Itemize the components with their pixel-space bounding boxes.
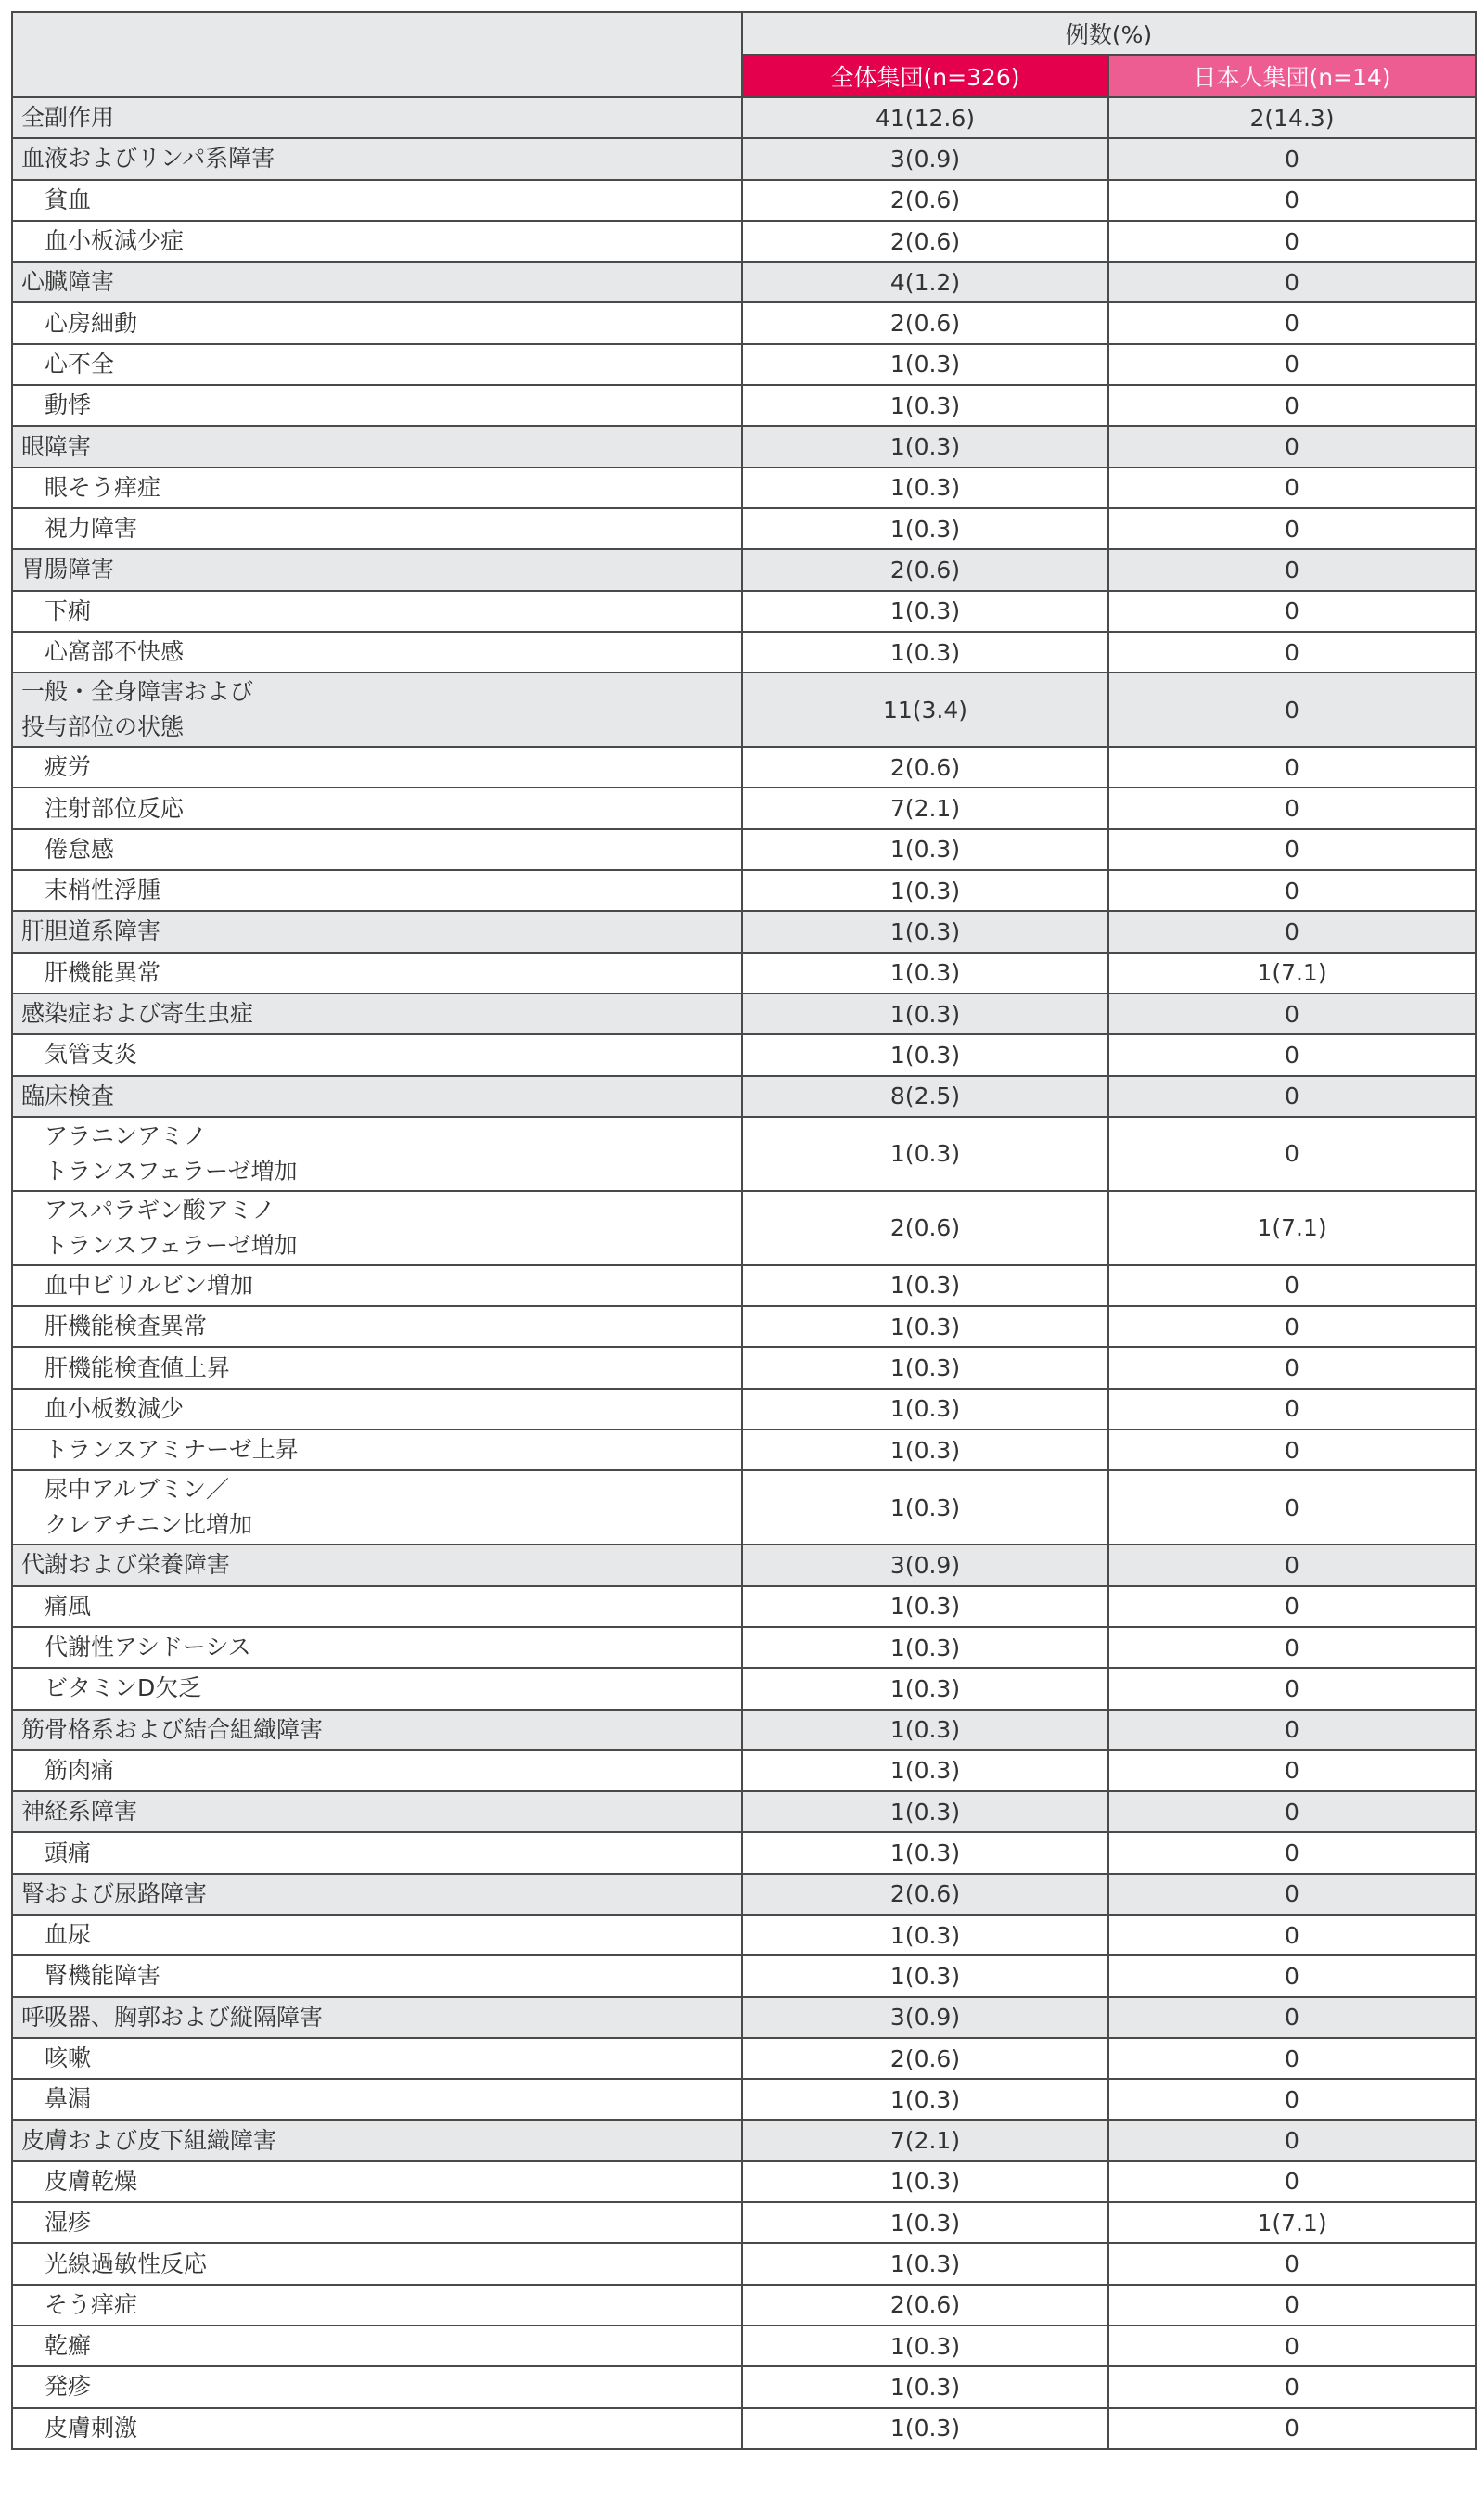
value-all-population: 7(2.1) bbox=[742, 788, 1108, 828]
value-japanese-population: 0 bbox=[1108, 302, 1476, 343]
value-all-population: 3(0.9) bbox=[742, 138, 1108, 179]
value-all-population: 1(0.3) bbox=[742, 508, 1108, 549]
value-japanese-population: 0 bbox=[1108, 1997, 1476, 2038]
row-name bbox=[12, 1832, 742, 1873]
row-name-line: 心臓障害 bbox=[21, 268, 115, 296]
row-name-line: 一般・全身障害および bbox=[21, 678, 254, 706]
category-row bbox=[12, 673, 1476, 747]
row-name-line: 腎機能障害 bbox=[45, 1962, 161, 1990]
value-all-population: 1(0.3) bbox=[742, 993, 1108, 1034]
category-row bbox=[12, 993, 1476, 1034]
row-name bbox=[12, 1347, 742, 1388]
table-row bbox=[12, 180, 1476, 221]
value-japanese-population: 0 bbox=[1108, 180, 1476, 221]
row-name-line: トランスアミナーゼ上昇 bbox=[45, 1436, 299, 1464]
value-all-population: 1(0.3) bbox=[742, 2243, 1108, 2284]
value-japanese-population: 0 bbox=[1108, 468, 1476, 508]
value-japanese-population: 0 bbox=[1108, 2366, 1476, 2407]
value-japanese-population: 2(14.3) bbox=[1108, 97, 1476, 138]
value-all-population: 1(0.3) bbox=[742, 2366, 1108, 2407]
value-all-population: 1(0.3) bbox=[742, 1347, 1108, 1388]
category-row bbox=[12, 1544, 1476, 1585]
table-row bbox=[12, 2408, 1476, 2449]
table-row bbox=[12, 1347, 1476, 1388]
row-name-line: 肝機能検査値上昇 bbox=[45, 1353, 231, 1381]
row-name-line: 血尿 bbox=[45, 1921, 92, 1949]
row-name-line: 眼そう痒症 bbox=[45, 473, 161, 501]
row-name bbox=[12, 1791, 742, 1832]
value-all-population: 2(0.6) bbox=[742, 2285, 1108, 2326]
value-all-population: 1(0.3) bbox=[742, 1710, 1108, 1750]
row-name bbox=[12, 1389, 742, 1429]
value-japanese-population: 0 bbox=[1108, 911, 1476, 952]
adverse-reactions-table-wrap bbox=[11, 11, 1475, 2450]
row-name bbox=[12, 385, 742, 426]
row-name-line: 臨床検査 bbox=[21, 1082, 115, 1109]
row-name bbox=[12, 1874, 742, 1915]
value-japanese-population: 0 bbox=[1108, 632, 1476, 673]
row-name bbox=[12, 1750, 742, 1791]
table-row bbox=[12, 829, 1476, 870]
value-japanese-population: 0 bbox=[1108, 385, 1476, 426]
row-name-line: ビタミンD欠乏 bbox=[45, 1674, 202, 1702]
value-all-population: 2(0.6) bbox=[742, 2038, 1108, 2079]
table-row bbox=[12, 1832, 1476, 1873]
value-all-population: 2(0.6) bbox=[742, 180, 1108, 221]
table-row bbox=[12, 1470, 1476, 1544]
row-name bbox=[12, 262, 742, 302]
row-name-line-2: 投与部位の状態 bbox=[21, 713, 185, 741]
category-row bbox=[12, 2120, 1476, 2160]
category-row bbox=[12, 911, 1476, 952]
category-row bbox=[12, 1710, 1476, 1750]
row-name bbox=[12, 2243, 742, 2284]
table-body bbox=[12, 97, 1476, 2449]
row-name bbox=[12, 1997, 742, 2038]
table-row bbox=[12, 1306, 1476, 1347]
row-name-line: 代謝および栄養障害 bbox=[21, 1551, 231, 1579]
table-row bbox=[12, 953, 1476, 993]
table-row bbox=[12, 2285, 1476, 2326]
row-name-line: 視力障害 bbox=[45, 515, 138, 543]
row-name-line: アラニンアミノ bbox=[45, 1121, 208, 1149]
value-japanese-population: 0 bbox=[1108, 1710, 1476, 1750]
value-all-population: 1(0.3) bbox=[742, 1627, 1108, 1668]
row-name bbox=[12, 1668, 742, 1709]
row-name-line: 肝機能検査異常 bbox=[45, 1313, 208, 1340]
value-all-population: 1(0.3) bbox=[742, 1586, 1108, 1627]
row-name bbox=[12, 747, 742, 788]
value-japanese-population: 0 bbox=[1108, 993, 1476, 1034]
table-row bbox=[12, 2326, 1476, 2366]
row-name-line-2: トランスフェラーゼ増加 bbox=[45, 1231, 298, 1259]
value-japanese-population: 0 bbox=[1108, 1791, 1476, 1832]
table-row bbox=[12, 1915, 1476, 1955]
row-name-line: そう痒症 bbox=[45, 2290, 138, 2318]
row-name-line: 乾癬 bbox=[45, 2332, 92, 2360]
row-name bbox=[12, 508, 742, 549]
row-name-line: 感染症および寄生虫症 bbox=[21, 1000, 254, 1028]
row-name-line: 発疹 bbox=[45, 2373, 92, 2401]
value-japanese-population: 0 bbox=[1108, 426, 1476, 467]
row-name bbox=[12, 788, 742, 828]
table-row bbox=[12, 468, 1476, 508]
row-name-line: 鼻漏 bbox=[45, 2085, 92, 2113]
row-name bbox=[12, 1470, 742, 1544]
row-name bbox=[12, 870, 742, 911]
category-row bbox=[12, 97, 1476, 138]
table-row bbox=[12, 632, 1476, 673]
value-all-population: 1(0.3) bbox=[742, 1306, 1108, 1347]
table-row bbox=[12, 2079, 1476, 2120]
row-name-line-2: トランスフェラーゼ増加 bbox=[45, 1157, 298, 1185]
row-name bbox=[12, 1034, 742, 1075]
table-row bbox=[12, 2202, 1476, 2243]
row-name bbox=[12, 1586, 742, 1627]
category-row bbox=[12, 1076, 1476, 1117]
value-japanese-population: 0 bbox=[1108, 1470, 1476, 1544]
row-name-line: 皮膚刺激 bbox=[45, 2414, 138, 2442]
value-japanese-population: 0 bbox=[1108, 1265, 1476, 1306]
row-name-line: 血液およびリンパ系障害 bbox=[21, 145, 275, 173]
row-name bbox=[12, 1627, 742, 1668]
table-row bbox=[12, 2161, 1476, 2202]
value-all-population: 1(0.3) bbox=[742, 1955, 1108, 1996]
row-name bbox=[12, 2408, 742, 2449]
row-name bbox=[12, 180, 742, 221]
value-all-population: 1(0.3) bbox=[742, 911, 1108, 952]
value-japanese-population: 0 bbox=[1108, 2079, 1476, 2120]
adverse-reactions-table bbox=[11, 11, 1477, 2450]
row-name bbox=[12, 632, 742, 673]
row-name-line: 注射部位反応 bbox=[45, 794, 185, 822]
value-japanese-population: 0 bbox=[1108, 1034, 1476, 1075]
row-name bbox=[12, 829, 742, 870]
value-all-population: 1(0.3) bbox=[742, 870, 1108, 911]
category-row bbox=[12, 1874, 1476, 1915]
value-japanese-population: 0 bbox=[1108, 1429, 1476, 1470]
row-name bbox=[12, 1429, 742, 1470]
row-name-line: 血小板数減少 bbox=[45, 1394, 185, 1422]
row-name-line: 肝胆道系障害 bbox=[21, 917, 161, 945]
value-all-population: 1(0.3) bbox=[742, 1034, 1108, 1075]
value-japanese-population: 0 bbox=[1108, 1117, 1476, 1191]
row-name-line: 呼吸器、胸郭および縦隔障害 bbox=[21, 2003, 324, 2031]
value-japanese-population: 0 bbox=[1108, 1668, 1476, 1709]
value-japanese-population: 0 bbox=[1108, 1627, 1476, 1668]
value-japanese-population: 0 bbox=[1108, 788, 1476, 828]
row-name-line: 疲労 bbox=[45, 753, 92, 781]
row-name bbox=[12, 221, 742, 262]
row-name-line: 胃腸障害 bbox=[21, 556, 115, 583]
value-japanese-population: 1(7.1) bbox=[1108, 1191, 1476, 1265]
value-all-population: 1(0.3) bbox=[742, 1265, 1108, 1306]
value-japanese-population: 0 bbox=[1108, 1915, 1476, 1955]
value-japanese-population: 0 bbox=[1108, 1544, 1476, 1585]
table-row bbox=[12, 747, 1476, 788]
row-name bbox=[12, 591, 742, 632]
table-row bbox=[12, 1750, 1476, 1791]
value-all-population: 1(0.3) bbox=[742, 1429, 1108, 1470]
row-name-line: 下痢 bbox=[45, 596, 92, 624]
row-name bbox=[12, 1915, 742, 1955]
value-all-population: 1(0.3) bbox=[742, 1791, 1108, 1832]
value-japanese-population: 0 bbox=[1108, 2285, 1476, 2326]
row-name-line: 眼障害 bbox=[21, 432, 92, 460]
value-all-population: 1(0.3) bbox=[742, 2202, 1108, 2243]
row-name-line: 倦怠感 bbox=[45, 835, 115, 863]
table-row bbox=[12, 1117, 1476, 1191]
row-name-line: 肝機能異常 bbox=[45, 958, 161, 986]
row-name-line: 尿中アルブミン／ bbox=[45, 1476, 230, 1504]
value-all-population: 1(0.3) bbox=[742, 1832, 1108, 1873]
row-name-line-2: クレアチニン比増加 bbox=[45, 1511, 253, 1539]
row-name bbox=[12, 1191, 742, 1265]
value-all-population: 7(2.1) bbox=[742, 2120, 1108, 2160]
category-row bbox=[12, 262, 1476, 302]
value-japanese-population: 0 bbox=[1108, 870, 1476, 911]
value-japanese-population: 0 bbox=[1108, 1389, 1476, 1429]
row-name bbox=[12, 1117, 742, 1191]
value-japanese-population: 0 bbox=[1108, 591, 1476, 632]
row-name bbox=[12, 953, 742, 993]
value-all-population: 3(0.9) bbox=[742, 1997, 1108, 2038]
row-name-line: 湿疹 bbox=[45, 2209, 92, 2236]
value-all-population: 1(0.3) bbox=[742, 1117, 1108, 1191]
row-name-line: 光線過敏性反応 bbox=[45, 2249, 208, 2277]
table-row bbox=[12, 1429, 1476, 1470]
category-row bbox=[12, 549, 1476, 590]
value-all-population: 1(0.3) bbox=[742, 426, 1108, 467]
table-row bbox=[12, 1586, 1476, 1627]
value-all-population: 3(0.9) bbox=[742, 1544, 1108, 1585]
value-japanese-population: 0 bbox=[1108, 262, 1476, 302]
table-row bbox=[12, 1034, 1476, 1075]
row-name bbox=[12, 468, 742, 508]
row-name bbox=[12, 993, 742, 1034]
table-row bbox=[12, 1389, 1476, 1429]
row-name bbox=[12, 1544, 742, 1585]
row-name-line: 代謝性アシドーシス bbox=[45, 1634, 251, 1661]
row-name bbox=[12, 2079, 742, 2120]
value-all-population: 11(3.4) bbox=[742, 673, 1108, 747]
value-japanese-population: 0 bbox=[1108, 2120, 1476, 2160]
value-all-population: 1(0.3) bbox=[742, 2161, 1108, 2202]
value-japanese-population: 0 bbox=[1108, 1750, 1476, 1791]
category-row bbox=[12, 1997, 1476, 2038]
table-row bbox=[12, 1955, 1476, 1996]
row-name bbox=[12, 2285, 742, 2326]
value-japanese-population: 0 bbox=[1108, 1076, 1476, 1117]
row-name bbox=[12, 911, 742, 952]
value-japanese-population: 0 bbox=[1108, 549, 1476, 590]
row-name bbox=[12, 138, 742, 179]
row-name bbox=[12, 97, 742, 138]
row-name-line: 皮膚および皮下組織障害 bbox=[21, 2126, 277, 2154]
row-name bbox=[12, 549, 742, 590]
category-row bbox=[12, 1791, 1476, 1832]
value-all-population: 1(0.3) bbox=[742, 1389, 1108, 1429]
row-name bbox=[12, 302, 742, 343]
row-name-line: 筋肉痛 bbox=[45, 1756, 115, 1784]
row-name bbox=[12, 426, 742, 467]
value-all-population: 1(0.3) bbox=[742, 2326, 1108, 2366]
value-japanese-population: 1(7.1) bbox=[1108, 2202, 1476, 2243]
row-name-line: 心房細動 bbox=[45, 309, 138, 337]
value-japanese-population: 0 bbox=[1108, 829, 1476, 870]
value-all-population: 1(0.3) bbox=[742, 591, 1108, 632]
value-japanese-population: 0 bbox=[1108, 2161, 1476, 2202]
value-japanese-population: 0 bbox=[1108, 673, 1476, 747]
table-row bbox=[12, 385, 1476, 426]
value-japanese-population: 0 bbox=[1108, 1874, 1476, 1915]
row-name-line: 動悸 bbox=[45, 391, 92, 419]
header-group-label: 例数(%) bbox=[742, 12, 1476, 55]
table-row bbox=[12, 591, 1476, 632]
row-name bbox=[12, 673, 742, 747]
value-japanese-population: 0 bbox=[1108, 221, 1476, 262]
value-japanese-population: 0 bbox=[1108, 2038, 1476, 2079]
value-japanese-population: 0 bbox=[1108, 344, 1476, 385]
value-japanese-population: 0 bbox=[1108, 1832, 1476, 1873]
value-all-population: 1(0.3) bbox=[742, 1470, 1108, 1544]
value-japanese-population: 0 bbox=[1108, 2408, 1476, 2449]
row-name bbox=[12, 344, 742, 385]
value-all-population: 4(1.2) bbox=[742, 262, 1108, 302]
value-all-population: 2(0.6) bbox=[742, 302, 1108, 343]
table-row bbox=[12, 2038, 1476, 2079]
row-name-line: 痛風 bbox=[45, 1592, 92, 1620]
value-all-population: 2(0.6) bbox=[742, 1191, 1108, 1265]
table-row bbox=[12, 508, 1476, 549]
table-row bbox=[12, 870, 1476, 911]
row-name bbox=[12, 2120, 742, 2160]
value-all-population: 41(12.6) bbox=[742, 97, 1108, 138]
header-japanese-population: 日本人集団(n=14) bbox=[1108, 55, 1476, 97]
value-all-population: 1(0.3) bbox=[742, 2079, 1108, 2120]
value-all-population: 1(0.3) bbox=[742, 468, 1108, 508]
row-name-line: アスパラギン酸アミノ bbox=[45, 1196, 275, 1224]
row-name-line: 腎および尿路障害 bbox=[21, 1879, 208, 1907]
row-name-line: 心窩部不快感 bbox=[45, 638, 185, 665]
row-name-line: 貧血 bbox=[45, 186, 92, 213]
row-name bbox=[12, 1265, 742, 1306]
row-name-line: 気管支炎 bbox=[45, 1041, 138, 1069]
value-japanese-population: 0 bbox=[1108, 138, 1476, 179]
value-japanese-population: 0 bbox=[1108, 1347, 1476, 1388]
row-name bbox=[12, 2038, 742, 2079]
value-all-population: 1(0.3) bbox=[742, 1668, 1108, 1709]
value-japanese-population: 0 bbox=[1108, 1586, 1476, 1627]
value-all-population: 2(0.6) bbox=[742, 747, 1108, 788]
value-japanese-population: 0 bbox=[1108, 1955, 1476, 1996]
row-name-line: 皮膚乾燥 bbox=[45, 2167, 138, 2195]
table-row bbox=[12, 221, 1476, 262]
value-all-population: 1(0.3) bbox=[742, 829, 1108, 870]
row-name bbox=[12, 1955, 742, 1996]
row-name bbox=[12, 1306, 742, 1347]
row-name-line: 頭痛 bbox=[45, 1839, 92, 1866]
value-all-population: 8(2.5) bbox=[742, 1076, 1108, 1117]
row-name bbox=[12, 2161, 742, 2202]
value-japanese-population: 0 bbox=[1108, 747, 1476, 788]
row-name-line: 血中ビリルビン増加 bbox=[45, 1271, 254, 1299]
table-row bbox=[12, 1191, 1476, 1265]
table-row bbox=[12, 344, 1476, 385]
table-row bbox=[12, 1265, 1476, 1306]
row-name bbox=[12, 1076, 742, 1117]
value-all-population: 1(0.3) bbox=[742, 344, 1108, 385]
value-japanese-population: 1(7.1) bbox=[1108, 953, 1476, 993]
value-all-population: 1(0.3) bbox=[742, 2408, 1108, 2449]
value-japanese-population: 0 bbox=[1108, 2326, 1476, 2366]
row-name-line: 全副作用 bbox=[21, 104, 115, 132]
table-row bbox=[12, 2243, 1476, 2284]
table-row bbox=[12, 1668, 1476, 1709]
table-row bbox=[12, 1627, 1476, 1668]
row-name-line: 末梢性浮腫 bbox=[45, 877, 161, 904]
value-all-population: 1(0.3) bbox=[742, 385, 1108, 426]
table-row bbox=[12, 788, 1476, 828]
header-all-population: 全体集団(n=326) bbox=[742, 55, 1108, 97]
value-all-population: 1(0.3) bbox=[742, 1915, 1108, 1955]
row-name-line: 咳嗽 bbox=[45, 2044, 92, 2072]
row-name bbox=[12, 2326, 742, 2366]
header-corner bbox=[12, 12, 742, 97]
value-all-population: 1(0.3) bbox=[742, 632, 1108, 673]
row-name-line: 血小板減少症 bbox=[45, 227, 185, 255]
value-all-population: 2(0.6) bbox=[742, 549, 1108, 590]
category-row bbox=[12, 138, 1476, 179]
row-name-line: 心不全 bbox=[45, 350, 115, 378]
value-japanese-population: 0 bbox=[1108, 1306, 1476, 1347]
row-name bbox=[12, 2202, 742, 2243]
row-name bbox=[12, 1710, 742, 1750]
value-all-population: 2(0.6) bbox=[742, 1874, 1108, 1915]
row-name-line: 神経系障害 bbox=[21, 1798, 138, 1826]
table-row bbox=[12, 2366, 1476, 2407]
value-japanese-population: 0 bbox=[1108, 508, 1476, 549]
value-all-population: 1(0.3) bbox=[742, 953, 1108, 993]
value-japanese-population: 0 bbox=[1108, 2243, 1476, 2284]
value-all-population: 2(0.6) bbox=[742, 221, 1108, 262]
row-name bbox=[12, 2366, 742, 2407]
category-row bbox=[12, 426, 1476, 467]
row-name-line: 筋骨格系および結合組織障害 bbox=[21, 1715, 324, 1743]
value-all-population: 1(0.3) bbox=[742, 1750, 1108, 1791]
table-row bbox=[12, 302, 1476, 343]
